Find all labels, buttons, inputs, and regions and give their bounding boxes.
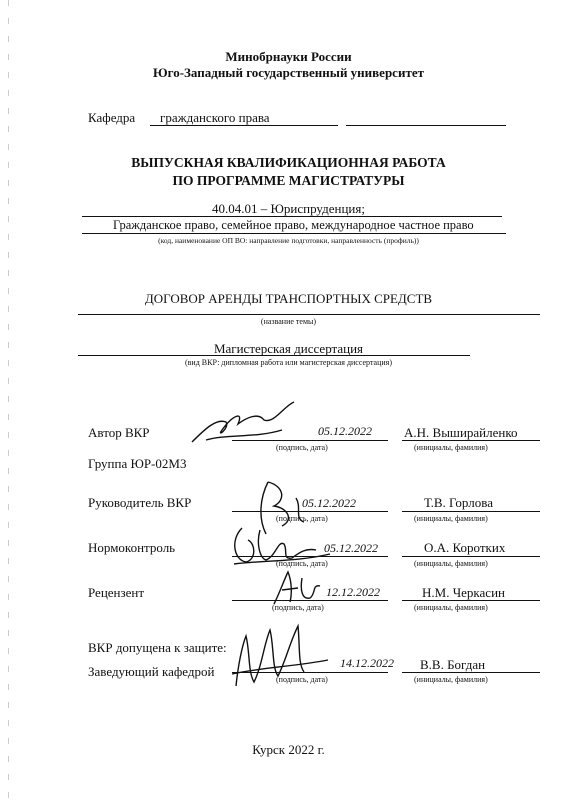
university-name: Юго-Западный государственный университет: [153, 65, 424, 80]
supervisor-label: Руководитель ВКР: [88, 495, 192, 510]
head-name-caption: (инициалы, фамилия): [414, 675, 488, 684]
reviewer-sig-line: [232, 600, 388, 601]
head-label: Заведующий кафедрой: [88, 664, 215, 679]
vkr-type-caption: (вид ВКР: дипломная работа или магистерская диссертация): [184, 358, 392, 367]
author-name: А.Н. Выширайленко: [404, 425, 518, 440]
supervisor-sig-caption: (подпись, дата): [276, 514, 328, 523]
supervisor-sig-line: [232, 511, 388, 512]
program-profile-underline: [82, 233, 506, 234]
normcontrol-sig-line: [232, 556, 388, 557]
admission-label: ВКР допущена к защите:: [88, 640, 227, 655]
reviewer-name-line: [402, 600, 540, 601]
supervisor-date: 05.12.2022: [302, 496, 356, 510]
head-name: В.В. Богдан: [420, 657, 486, 672]
work-title-line2: ПО ПРОГРАММЕ МАГИСТРАТУРЫ: [172, 173, 405, 188]
topic-underline: [78, 314, 540, 315]
department-underline-right: [346, 125, 506, 126]
scan-edge-artifact: [8, 0, 9, 802]
vkr-type-value: Магистерская диссертация: [213, 341, 364, 356]
author-name-line: [402, 440, 540, 441]
reviewer-label: Рецензент: [88, 585, 145, 600]
author-date: 05.12.2022: [318, 424, 372, 438]
city-year: Курск 2022 г.: [252, 742, 325, 757]
program-caption: (код, наименование ОП ВО: направление подготовки, направленность (профиль)): [158, 236, 419, 245]
author-sig-line: [232, 440, 388, 441]
topic-value: ДОГОВОР АРЕНДЫ ТРАНСПОРТНЫХ СРЕДСТВ: [144, 291, 433, 306]
work-title-line1: ВЫПУСКНАЯ КВАЛИФИКАЦИОННАЯ РАБОТА: [131, 155, 446, 170]
author-name-caption: (инициалы, фамилия): [414, 443, 488, 452]
normcontrol-name-line: [402, 556, 540, 557]
head-date: 14.12.2022: [340, 656, 394, 670]
supervisor-name-line: [402, 511, 540, 512]
reviewer-signature: [262, 568, 332, 608]
reviewer-name-caption: (инициалы, фамилия): [414, 603, 488, 612]
supervisor-name-caption: (инициалы, фамилия): [414, 514, 488, 523]
vkr-type-underline: [78, 355, 470, 356]
head-signature: [228, 616, 338, 696]
author-sig-caption: (подпись, дата): [276, 443, 328, 452]
normcontrol-name: О.А. Коротких: [424, 540, 506, 555]
topic-caption: (название темы): [260, 317, 317, 326]
normcontrol-label: Нормоконтроль: [88, 540, 176, 555]
program-code-underline: [82, 216, 502, 217]
head-name-line: [402, 672, 540, 673]
ministry-name: Минобрнауки России: [225, 49, 352, 64]
department-underline: [150, 125, 338, 126]
reviewer-sig-caption: (подпись, дата): [272, 603, 324, 612]
normcontrol-date: 05.12.2022: [324, 541, 378, 555]
author-label: Автор ВКР: [88, 425, 150, 440]
group-label: Группа ЮР-02М3: [88, 456, 187, 471]
department-value: гражданского права: [160, 110, 270, 125]
supervisor-name: Т.В. Горлова: [424, 495, 493, 510]
reviewer-name: Н.М. Черкасин: [422, 585, 505, 600]
normcontrol-name-caption: (инициалы, фамилия): [414, 559, 488, 568]
program-code: 40.04.01 – Юриспруденция;: [212, 201, 365, 216]
reviewer-date: 12.12.2022: [326, 585, 380, 599]
department-label: Кафедра: [88, 110, 136, 125]
program-profile: Гражданское право, семейное право, международное частное право: [113, 218, 474, 232]
normcontrol-sig-caption: (подпись, дата): [276, 559, 328, 568]
head-sig-line: [232, 672, 388, 673]
head-sig-caption: (подпись, дата): [276, 675, 328, 684]
